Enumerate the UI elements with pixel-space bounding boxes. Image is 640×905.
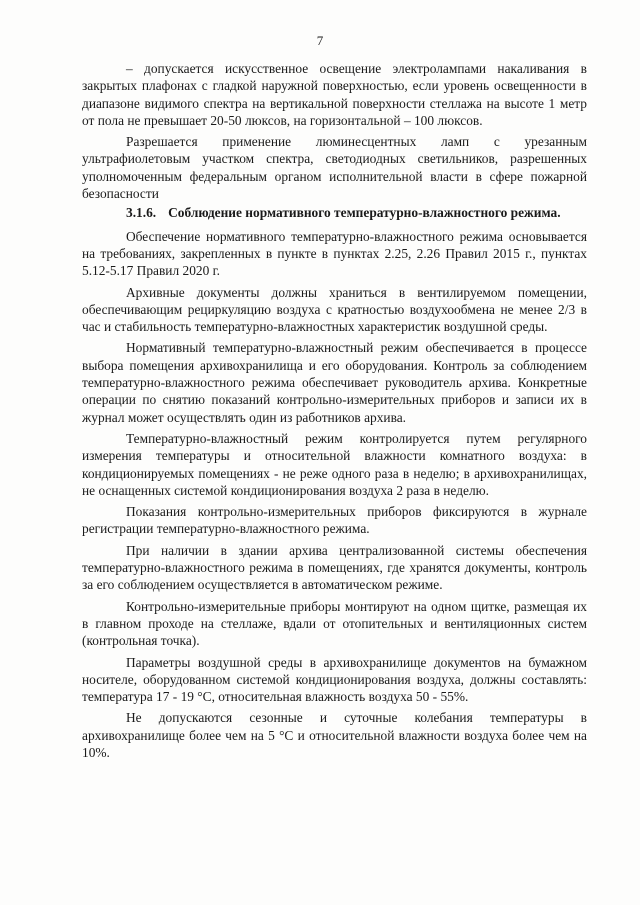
paragraph-measurement: Температурно-влажностный режим контролируется путем регулярного измерения температуры и относительной влажности комнатного воздуха: в кондиционируемых помещениях - не реже одного раза в неделю; в архивохранилищах, не оснащенных системой кондиционирования воздуха 2 раза в неделю.	[82, 430, 587, 498]
paragraph-lighting-incandescent: – допускается искусственное освещение электролампами накаливания в закрытых плафонах с гладкой наружной поверхностью, если уровень освещенности в диапазоне видимого спектра на вертикальной поверхности стеллажа на высоте 1 метр от пола не превышает 20-50 люксов, на горизонтальной – 100 люксов.	[82, 61, 587, 128]
paragraph-ventilation: Архивные документы должны храниться в вентилируемом помещении, обеспечивающим рециркуляцию воздуха с кратностью воздухообмена не менее 2/3 в час и стабильность температурно-влажностных характеристик воздушной среды.	[82, 284, 587, 335]
paragraph-lighting-fluorescent: Разрешается применение люминесцентных ламп с урезанным ультрафиолетовым участком спектра, светодиодных светильников, разрешенных уполномоченным федеральным органом исполнительной власти в сфере пожарной безопасности	[82, 134, 587, 202]
paragraph-regime-control: Нормативный температурно-влажностный режим обеспечивается в процессе выбора помещения архивохранилища и его оборудования. Контроль за соблюдением температурно-влажностного режима обеспечивает руководитель архива. Конкретные операции по снятию показаний контрольно-измерительных приборов и записи их в журнал может осуществлять один из работников архива.	[82, 340, 587, 425]
paragraph-air-parameters: Параметры воздушной среды в архивохранилище документов на бумажном носителе, оборудованном системой кондиционирования воздуха, должны составлять: температура 17 - 19 °С, относительная влажность воздуха 50 - 55%.	[82, 654, 587, 705]
paragraph-instruments: Контрольно-измерительные приборы монтируют на одном щитке, размещая их в главном проходе на стеллаже, вдали от отопительных и вентиляционных систем (контрольная точка).	[82, 598, 587, 649]
paragraph-journal: Показания контрольно-измерительных приборов фиксируются в журнале регистрации температурно-влажностного режима.	[82, 504, 587, 537]
section-number: 3.1.6.	[126, 205, 157, 221]
section-heading	[82, 204, 587, 221]
paragraph-fluctuations: Не допускаются сезонные и суточные колебания температуры в архивохранилище более чем на 5 °С и относительной влажности воздуха более чем на 10%.	[82, 710, 587, 760]
paragraph-centralized-system: При наличии в здании архива централизованной системы обеспечения температурно-влажностного режима в помещениях, где хранятся документы, контроль за его соблюдением осуществляется в автоматическом режиме.	[82, 542, 587, 593]
page-number: 7	[316, 33, 324, 48]
paragraph-requirements: Обеспечение нормативного температурно-влажностного режима основывается на требованиях, закрепленных в пункте в пунктах 2.25, 2.26 Правил 2015 г., пунктах 5.12-5.17 Правил 2020 г.	[82, 228, 587, 279]
section-title: Соблюдение нормативного температурно-влажностного режима.	[168, 205, 561, 221]
document-body	[82, 60, 587, 765]
